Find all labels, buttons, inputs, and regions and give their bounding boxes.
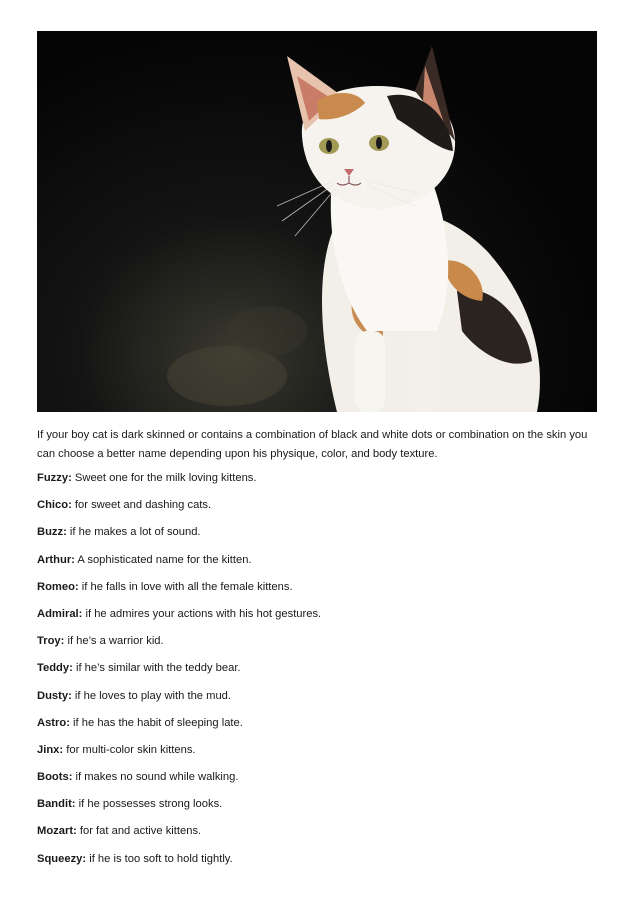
cat-name: Astro: (37, 716, 70, 729)
list-item (37, 660, 607, 687)
list-item (37, 851, 607, 878)
list-item (37, 579, 607, 606)
list-item (37, 552, 607, 579)
cat-name-description: for sweet and dashing cats. (71, 499, 212, 512)
cat-name-description: Sweet one for the milk loving kittens. (71, 472, 257, 484)
cat-name-list (37, 470, 607, 878)
list-item (37, 524, 607, 551)
list-item (37, 715, 607, 742)
list-item (37, 470, 607, 497)
cat-name-description: if he falls in love with all the female kittens. (78, 580, 293, 593)
cat-name: Squeezy: (37, 852, 87, 865)
cat-name: Troy: (37, 635, 65, 648)
list-item (37, 633, 607, 660)
list-item (37, 823, 607, 850)
cat-name: Jinx: (37, 743, 64, 756)
cat-name: Arthur: (37, 553, 75, 566)
cat-name: Teddy: (37, 662, 73, 675)
list-item (37, 742, 607, 769)
cat-name-description: for multi-color skin kittens. (63, 743, 196, 756)
cat-name-description: if he has the habit of sleeping late. (69, 716, 243, 729)
cat-name-description: if he’s a warrior kid. (64, 635, 164, 648)
cat-name: Boots: (37, 771, 73, 784)
cat-name-description: if he makes a lot of sound. (66, 526, 201, 539)
calico-cat-illustration (37, 31, 597, 412)
cat-name: Chico: (37, 499, 72, 512)
cat-name-description: if he admires your actions with his hot gestures. (82, 607, 322, 620)
cat-name-description: if he loves to play with the mud. (71, 689, 232, 702)
cat-name: Mozart: (37, 825, 77, 838)
cat-name-description: A sophisticated name for the kitten. (74, 553, 252, 566)
intro-paragraph: If your boy cat is dark skinned or contains a combination of black and white dots or combination on the skin you can choose a better name depending upon his physique, color, and body texture. (37, 429, 588, 460)
list-item (37, 688, 607, 715)
list-item (37, 497, 607, 524)
cat-name: Romeo: (37, 580, 79, 593)
cat-name: Buzz: (37, 526, 67, 539)
cat-name-description: for fat and active kittens. (76, 825, 202, 838)
cat-name-description: if makes no sound while walking. (72, 771, 239, 784)
list-item (37, 606, 607, 633)
list-item (37, 796, 607, 823)
cat-photo (37, 31, 597, 412)
cat-name: Dusty: (37, 689, 72, 702)
cat-name: Admiral: (37, 607, 83, 620)
cat-name: Bandit: (37, 798, 76, 811)
list-item (37, 769, 607, 796)
cat-name-description: if he possesses strong looks. (75, 798, 223, 811)
cat-name-description: if he is too soft to hold tightly. (86, 852, 233, 865)
cat-name: Fuzzy: (37, 472, 72, 484)
cat-name-description: if he’s similar with the teddy bear. (72, 662, 241, 675)
